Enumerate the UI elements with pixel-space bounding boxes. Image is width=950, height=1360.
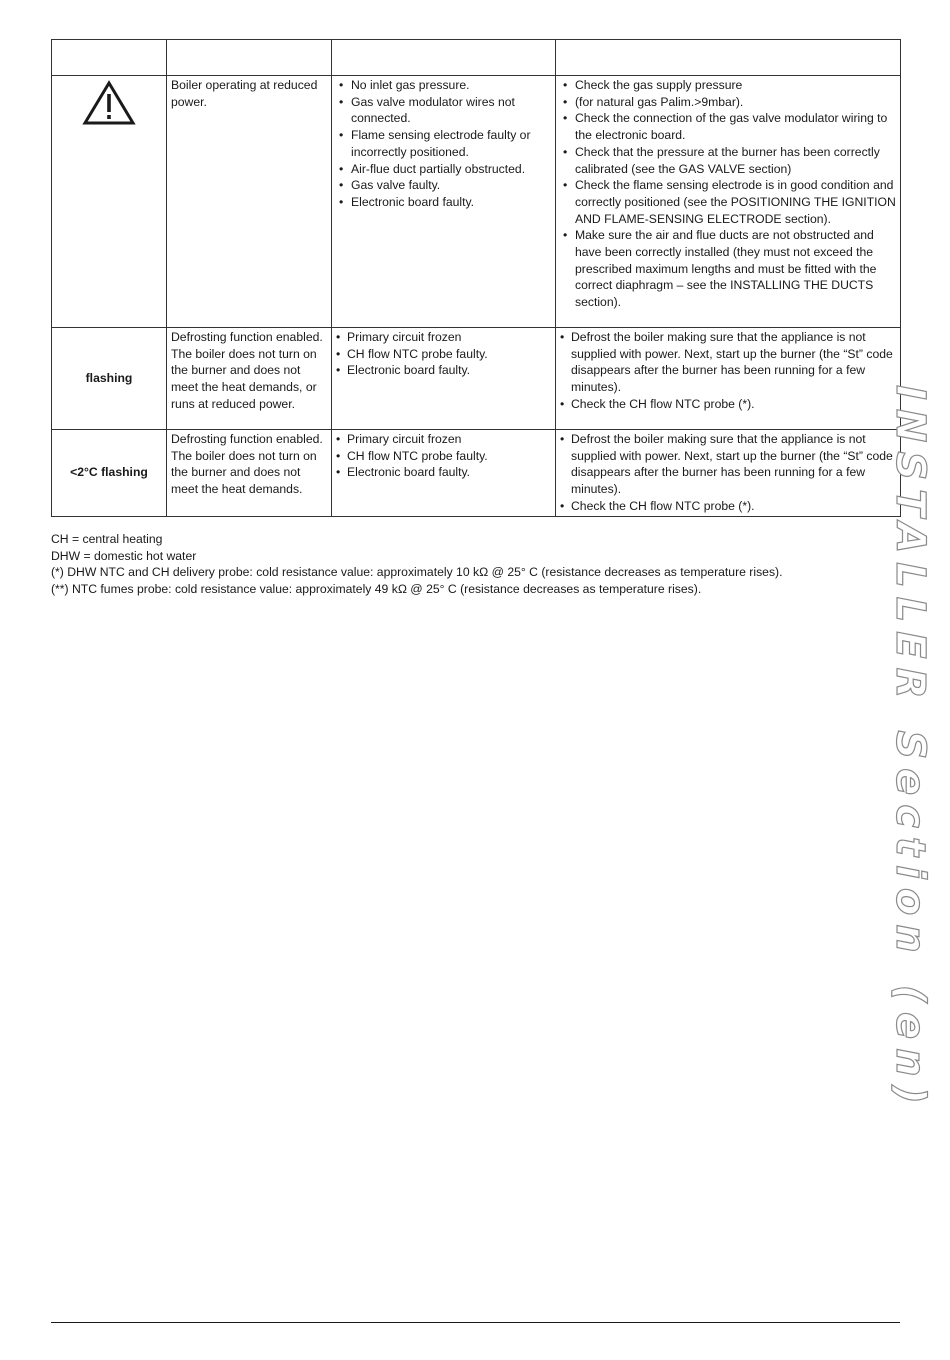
list-item: • Check that the pressure at the burner has been correctly calibrated (see the GAS VALVE section)	[560, 144, 896, 177]
list-item: • Electronic board faulty.	[336, 464, 551, 481]
list-item: • Check the CH flow NTC probe (*).	[560, 396, 896, 413]
header-cell-code	[52, 40, 167, 76]
list-item: • Check the flame sensing electrode is in good condition and correctly positioned (see the POSITIONING THE IGNITION AND FLAME-SENSING ELECTRODE section).	[560, 177, 896, 227]
solutions-list	[560, 77, 896, 311]
solutions-cell	[556, 328, 901, 430]
list-item: • Make sure the air and flue ducts are not obstructed and have been correctly installed (they must not exceed the prescribed maximum lengths and must be fitted with the correct diaphragm – see the INSTALLING THE DUCTS section).	[560, 227, 896, 311]
table-row	[52, 76, 901, 328]
solutions-cell	[556, 430, 901, 517]
code-cell: flashing	[52, 328, 167, 430]
list-item: • Check the connection of the gas valve modulator wiring to the electronic board.	[560, 110, 896, 143]
footnote: CH = central heating	[51, 532, 163, 546]
list-item: • Primary circuit frozen	[336, 329, 551, 346]
fault-table	[51, 39, 901, 517]
footnote: (**) NTC fumes probe: cold resistance value: approximately 49 kΩ @ 25° C (resistance decreases as temperature rises).	[51, 582, 702, 597]
list-item: • Check the gas supply pressure	[560, 77, 896, 94]
header-cell-description	[167, 40, 332, 76]
list-item: • Primary circuit frozen	[336, 431, 551, 448]
table-header-row	[52, 40, 901, 76]
list-item: • Gas valve modulator wires not connected.	[336, 94, 551, 127]
causes-cell	[332, 328, 556, 430]
solutions-list	[560, 431, 896, 515]
causes-list	[336, 329, 551, 379]
list-item: • Air-flue duct partially obstructed.	[336, 161, 551, 178]
table-row	[52, 328, 901, 430]
list-item: • Defrost the boiler making sure that the appliance is not supplied with power. Next, start up the burner (the “St” code disappears after the burner has been running for a few minutes).	[560, 329, 896, 396]
footer-divider	[51, 1322, 900, 1323]
list-item: • Flame sensing electrode faulty or incorrectly positioned.	[336, 127, 551, 160]
list-item: • Electronic board faulty.	[336, 194, 551, 211]
footnote: DHW = domestic hot water	[51, 548, 197, 563]
section-side-label	[870, 385, 940, 1113]
causes-list	[336, 431, 551, 481]
description-cell: Defrosting function enabled. The boiler does not turn on the burner and does not meet the heat demands, or runs at reduced power.	[167, 328, 332, 430]
list-item: • No inlet gas pressure.	[336, 77, 551, 94]
table-row	[52, 430, 901, 517]
section-side-label-text: INSTALLER Section (en)	[887, 385, 933, 1113]
warning-triangle-icon	[82, 80, 136, 126]
list-item: • Gas valve faulty.	[336, 177, 551, 194]
header-cell-solutions	[556, 40, 901, 76]
list-item: • (for natural gas Palim.>9mbar).	[560, 94, 896, 111]
causes-cell	[332, 430, 556, 517]
header-cell-causes	[332, 40, 556, 76]
description-cell: Boiler operating at reduced power.	[167, 76, 332, 328]
list-item: • CH flow NTC probe faulty.	[336, 448, 551, 465]
footnote: (*) DHW NTC and CH delivery probe: cold resistance value: approximately 10 kΩ @ 25° C (resistance decreases as temperature rises).	[51, 565, 783, 580]
solutions-cell	[556, 76, 901, 328]
causes-cell	[332, 76, 556, 328]
code-cell: <2°C flashing	[52, 430, 167, 517]
solutions-list	[560, 329, 896, 413]
description-cell: Defrosting function enabled. The boiler does not turn on the burner and does not meet the heat demands.	[167, 430, 332, 517]
list-item: • Defrost the boiler making sure that the appliance is not supplied with power. Next, start up the burner (the “St” code disappears after the burner has been running for a few minutes).	[560, 431, 896, 498]
footnotes	[51, 531, 911, 598]
list-item: • Check the CH flow NTC probe (*).	[560, 498, 896, 515]
list-item: • CH flow NTC probe faulty.	[336, 346, 551, 363]
causes-list	[336, 77, 551, 211]
list-item: • Electronic board faulty.	[336, 362, 551, 379]
code-cell	[52, 76, 167, 328]
